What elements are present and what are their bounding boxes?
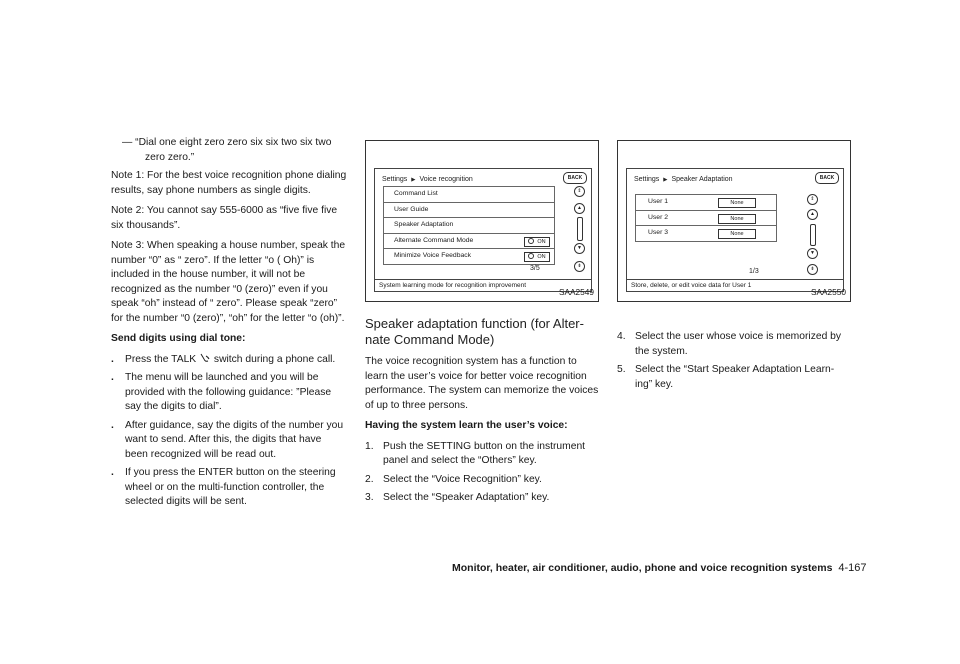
user-label: User 1 xyxy=(648,198,669,205)
scroll-up-icon[interactable]: ▲ xyxy=(807,209,818,220)
list-item xyxy=(111,353,347,368)
middle-column xyxy=(365,140,601,510)
breadcrumb-arrow-icon: ▶ xyxy=(663,177,668,183)
right-column xyxy=(617,140,853,396)
bullet-2: The menu will be launched and you will be provided with the following guidance: ”Please say the digits to dial”. xyxy=(125,372,332,412)
speaker-adaptation-figure xyxy=(617,140,851,302)
page-number: 4-167 xyxy=(838,562,867,574)
step-4: Select the user whose voice is memorized by the system. xyxy=(635,331,842,357)
user-label: User 3 xyxy=(648,229,669,236)
bullet-mark: . xyxy=(111,353,114,365)
status-bar: System learning mode for recognition improvement xyxy=(375,279,591,291)
user-row-1[interactable] xyxy=(636,195,776,211)
menu-item-speaker-adaptation[interactable]: Speaker Adaptation xyxy=(383,218,555,234)
scroll-down-icon[interactable]: ▼ xyxy=(574,243,585,254)
user-status: None xyxy=(718,229,756,239)
step-number: 1. xyxy=(365,440,374,452)
bullet-1-pre: Press the TALK xyxy=(125,353,197,365)
user-row-3[interactable] xyxy=(636,226,776,241)
menu-item-alternate-command[interactable] xyxy=(383,234,555,250)
page-indicator: 1/3 xyxy=(749,268,759,275)
section-heading: Speaker adaptation function (for Alter- nate Command Mode) xyxy=(365,316,584,347)
step-number: 2. xyxy=(365,473,374,485)
breadcrumb-settings: Settings xyxy=(382,176,408,183)
list-item xyxy=(111,466,347,510)
learn-voice-subheading: Having the system learn the user’s voice: xyxy=(365,420,568,431)
scrollbar[interactable] xyxy=(810,224,816,246)
step-1: Push the SETTING button on the instrument panel and select the “Others” key. xyxy=(383,440,586,466)
figure-code: SAA2549 xyxy=(558,286,594,297)
list-item xyxy=(365,473,601,488)
back-button[interactable]: BACK xyxy=(815,172,839,184)
step-3: Select the “Speaker Adaptation” key. xyxy=(383,492,550,503)
bullet-mark: . xyxy=(111,419,114,431)
step-number: 5. xyxy=(617,364,626,375)
status-bar: Store, delete, or edit voice data for User 1 xyxy=(627,279,843,291)
scroll-down-icon[interactable]: ▼ xyxy=(807,248,818,259)
joystick-icon: ⇕ xyxy=(574,186,585,197)
user-status: None xyxy=(718,214,756,224)
scroll-end-icon[interactable]: ⇟ xyxy=(807,264,818,275)
on-indicator: ON xyxy=(524,252,550,262)
note-2: Note 2: You cannot say 555-6000 as “five five five six thousands”. xyxy=(111,205,338,231)
left-column xyxy=(111,136,347,514)
figure-code: SAA2550 xyxy=(810,286,846,297)
scrollbar[interactable] xyxy=(577,217,583,241)
joystick-icon: ⇕ xyxy=(807,194,818,205)
settings-screen xyxy=(374,168,592,292)
menu-item-label: Alternate Command Mode xyxy=(394,236,474,244)
list-item xyxy=(365,491,601,506)
page-indicator: 3/5 xyxy=(530,265,540,272)
breadcrumb-settings: Settings xyxy=(634,176,660,183)
list-item xyxy=(111,371,347,415)
settings-menu xyxy=(383,186,555,265)
intro-paragraph: The voice recognition system has a function to learn the user’s voice for better voice recognition performance. The system can memorize the voices of up to three persons. xyxy=(365,356,599,411)
user-status: None xyxy=(718,198,756,208)
note-1: Note 1: For the best voice recognition phone dialing results, say phone numbers as single digits. xyxy=(111,170,347,196)
note-3: Note 3: When speaking a house number, speak the number “0” as “ zero”. If the letter “o ( Oh)” is included in the house number, it will not be recognized as the number “0 (zero)” even if you speak “oh” instead of “ zero”. Please speak “zero” for the number “0 (zero)”, “oh” for the letter “o (oh)”. xyxy=(111,240,346,324)
bullet-3: After guidance, say the digits of the number you want to send. After this, the digits that have been recognized will be read out. xyxy=(125,419,344,460)
breadcrumb-arrow-icon: ▶ xyxy=(411,177,416,183)
scroll-up-icon[interactable]: ▲ xyxy=(574,203,585,214)
bullet-4: If you press the ENTER button on the steering wheel or on the multi-function controller, the selected digits will be sent. xyxy=(125,467,336,507)
dial-example: — “Dial one eight zero zero six six two six two zero zero.” xyxy=(122,137,332,163)
on-indicator: ON xyxy=(524,237,550,247)
menu-item-label: Minimize Voice Feedback xyxy=(394,252,472,259)
list-item xyxy=(617,363,853,392)
bullet-1-post: switch during a phone call. xyxy=(213,353,336,365)
back-button[interactable]: BACK xyxy=(563,172,587,184)
breadcrumb-current: Speaker Adaptation xyxy=(671,176,733,183)
list-item xyxy=(111,419,347,463)
list-item xyxy=(365,440,601,469)
talk-switch-icon xyxy=(199,353,211,363)
step-number: 4. xyxy=(617,331,626,342)
dial-tone-subheading: Send digits using dial tone: xyxy=(111,333,246,344)
step-2: Select the “Voice Recognition” key. xyxy=(383,473,542,485)
step-number: 3. xyxy=(365,492,374,503)
screen-breadcrumb xyxy=(634,173,733,188)
menu-item-user-guide[interactable]: User Guide xyxy=(383,203,555,219)
menu-item-command-list[interactable]: Command List xyxy=(383,187,555,203)
bullet-mark: . xyxy=(111,372,114,383)
user-list xyxy=(635,194,777,242)
user-label: User 2 xyxy=(648,213,669,221)
voice-recognition-figure xyxy=(365,140,599,302)
bullet-mark: . xyxy=(111,467,114,478)
speaker-adaptation-screen xyxy=(626,168,844,292)
page-footer xyxy=(452,562,867,574)
list-item xyxy=(617,330,853,359)
breadcrumb-current: Voice recognition xyxy=(419,176,473,183)
step-5: Select the “Start Speaker Adaptation Learn- ing” key. xyxy=(635,364,835,390)
user-row-2[interactable] xyxy=(636,211,776,227)
scroll-end-icon[interactable]: ⇟ xyxy=(574,261,585,272)
footer-section-title: Monitor, heater, air conditioner, audio, phone and voice recognition systems xyxy=(452,562,833,574)
